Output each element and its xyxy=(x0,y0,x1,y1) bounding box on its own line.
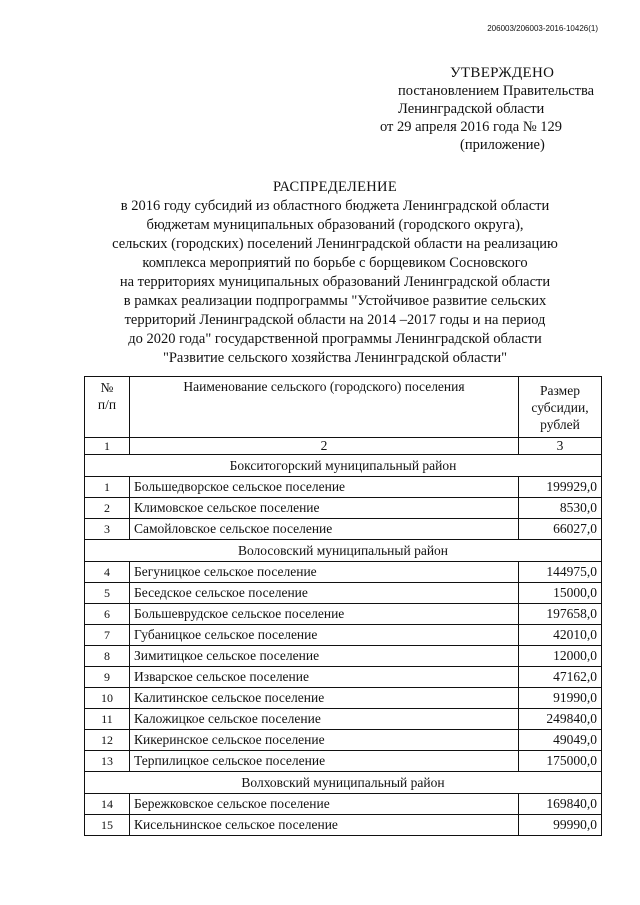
subsidy-amount: 99990,0 xyxy=(519,815,602,836)
column-number: 2 xyxy=(130,438,519,455)
settlement-name: Большеврудское сельское поселение xyxy=(130,604,519,625)
table-row xyxy=(85,583,602,604)
header-number-sign: № xyxy=(100,380,114,395)
table-row xyxy=(85,709,602,730)
district-row xyxy=(85,455,602,477)
settlement-name: Зимитицкое сельское поселение xyxy=(130,646,519,667)
heading-line: бюджетам муниципальных образований (городского округа), xyxy=(146,217,524,233)
row-number: 5 xyxy=(85,583,130,604)
approval-line: Ленинградской области xyxy=(398,101,545,117)
row-number: 6 xyxy=(85,604,130,625)
heading-line: на территориях муниципальных образований Ленинградской области xyxy=(119,274,551,290)
subsidy-amount: 42010,0 xyxy=(519,625,602,646)
heading-line: сельских (городских) поселений Ленинградской области на реализацию xyxy=(112,236,558,252)
subsidy-amount: 66027,0 xyxy=(519,519,602,540)
settlement-name: Кисельнинское сельское поселение xyxy=(130,815,519,836)
heading-line: в рамках реализации подпрограммы "Устойчивое развитие сельских xyxy=(123,293,547,309)
table-row xyxy=(85,477,602,498)
row-number: 15 xyxy=(85,815,130,836)
row-number: 7 xyxy=(85,625,130,646)
table-header-row xyxy=(85,377,602,438)
approval-title: УТВЕРЖДЕНО xyxy=(450,65,555,81)
table-row xyxy=(85,646,602,667)
settlement-name: Губаницкое сельское поселение xyxy=(130,625,519,646)
table-row xyxy=(85,815,602,836)
table-row xyxy=(85,519,602,540)
district-name: Волховский муниципальный район xyxy=(85,772,602,794)
header-amount xyxy=(519,377,602,438)
heading-line: территорий Ленинградской области на 2014 –2017 годы и на период xyxy=(124,312,546,328)
subsidy-table xyxy=(84,376,602,836)
subsidy-amount: 175000,0 xyxy=(519,751,602,772)
subsidy-amount: 47162,0 xyxy=(519,667,602,688)
table-row xyxy=(85,730,602,751)
settlement-name: Терпилицкое сельское поселение xyxy=(130,751,519,772)
heading-line: до 2020 года" государственной программы Ленинградской области xyxy=(128,331,542,347)
subsidy-amount: 144975,0 xyxy=(519,562,602,583)
subsidy-amount: 8530,0 xyxy=(519,498,602,519)
header-name: Наименование сельского (городского) поселения xyxy=(130,377,519,438)
column-number: 3 xyxy=(519,438,602,455)
header-number xyxy=(85,377,130,438)
document-id: 206003/206003-2016-10426(1) xyxy=(487,24,598,33)
column-numbers-row xyxy=(85,438,602,455)
subsidy-amount: 249840,0 xyxy=(519,709,602,730)
settlement-name: Кикеринское сельское поселение xyxy=(130,730,519,751)
table-row xyxy=(85,751,602,772)
subsidy-amount: 91990,0 xyxy=(519,688,602,709)
approval-date: от 29 апреля 2016 года № 129 xyxy=(380,119,563,135)
row-number: 14 xyxy=(85,794,130,815)
table-row xyxy=(85,688,602,709)
row-number: 8 xyxy=(85,646,130,667)
settlement-name: Беседское сельское поселение xyxy=(130,583,519,604)
table-row xyxy=(85,498,602,519)
settlement-name: Самойловское сельское поселение xyxy=(130,519,519,540)
row-number: 1 xyxy=(85,477,130,498)
header-amount-line: субсидии, xyxy=(531,399,589,415)
table-row xyxy=(85,562,602,583)
heading-line: в 2016 году субсидий из областного бюджета Ленинградской области xyxy=(120,198,550,214)
settlement-name: Климовское сельское поселение xyxy=(130,498,519,519)
row-number: 13 xyxy=(85,751,130,772)
settlement-name: Калитинское сельское поселение xyxy=(130,688,519,709)
heading-line: комплекса мероприятий по борьбе с борщевиком Сосновского xyxy=(142,255,528,271)
row-number: 9 xyxy=(85,667,130,688)
district-name: Волосовский муниципальный район xyxy=(85,540,602,562)
subsidy-amount: 197658,0 xyxy=(519,604,602,625)
header-amount-line: рублей xyxy=(540,416,580,432)
subsidy-amount: 49049,0 xyxy=(519,730,602,751)
row-number: 11 xyxy=(85,709,130,730)
heading-title: РАСПРЕДЕЛЕНИЕ xyxy=(273,179,397,195)
settlement-name: Каложицкое сельское поселение xyxy=(130,709,519,730)
approval-note: (приложение) xyxy=(460,137,545,153)
district-row xyxy=(85,772,602,794)
column-number: 1 xyxy=(85,438,130,455)
table-row xyxy=(85,794,602,815)
table-row xyxy=(85,667,602,688)
subsidy-amount: 12000,0 xyxy=(519,646,602,667)
subsidy-amount: 169840,0 xyxy=(519,794,602,815)
header-number-label: п/п xyxy=(97,397,117,412)
document-heading xyxy=(60,178,610,368)
heading-line: "Развитие сельского хозяйства Ленинградской области" xyxy=(162,350,508,366)
row-number: 12 xyxy=(85,730,130,751)
row-number: 2 xyxy=(85,498,130,519)
table-body xyxy=(85,438,602,836)
header-amount-line: Размер xyxy=(540,382,580,398)
approval-stamp xyxy=(380,64,594,154)
settlement-name: Бегуницкое сельское поселение xyxy=(130,562,519,583)
approval-line: постановлением Правительства xyxy=(398,83,595,99)
table-row xyxy=(85,604,602,625)
settlement-name: Изварское сельское поселение xyxy=(130,667,519,688)
settlement-name: Большедворское сельское поселение xyxy=(130,477,519,498)
settlement-name: Бережковское сельское поселение xyxy=(130,794,519,815)
row-number: 10 xyxy=(85,688,130,709)
district-row xyxy=(85,540,602,562)
subsidy-amount: 15000,0 xyxy=(519,583,602,604)
row-number: 4 xyxy=(85,562,130,583)
row-number: 3 xyxy=(85,519,130,540)
subsidy-amount: 199929,0 xyxy=(519,477,602,498)
district-name: Бокситогорский муниципальный район xyxy=(85,455,602,477)
table-row xyxy=(85,625,602,646)
